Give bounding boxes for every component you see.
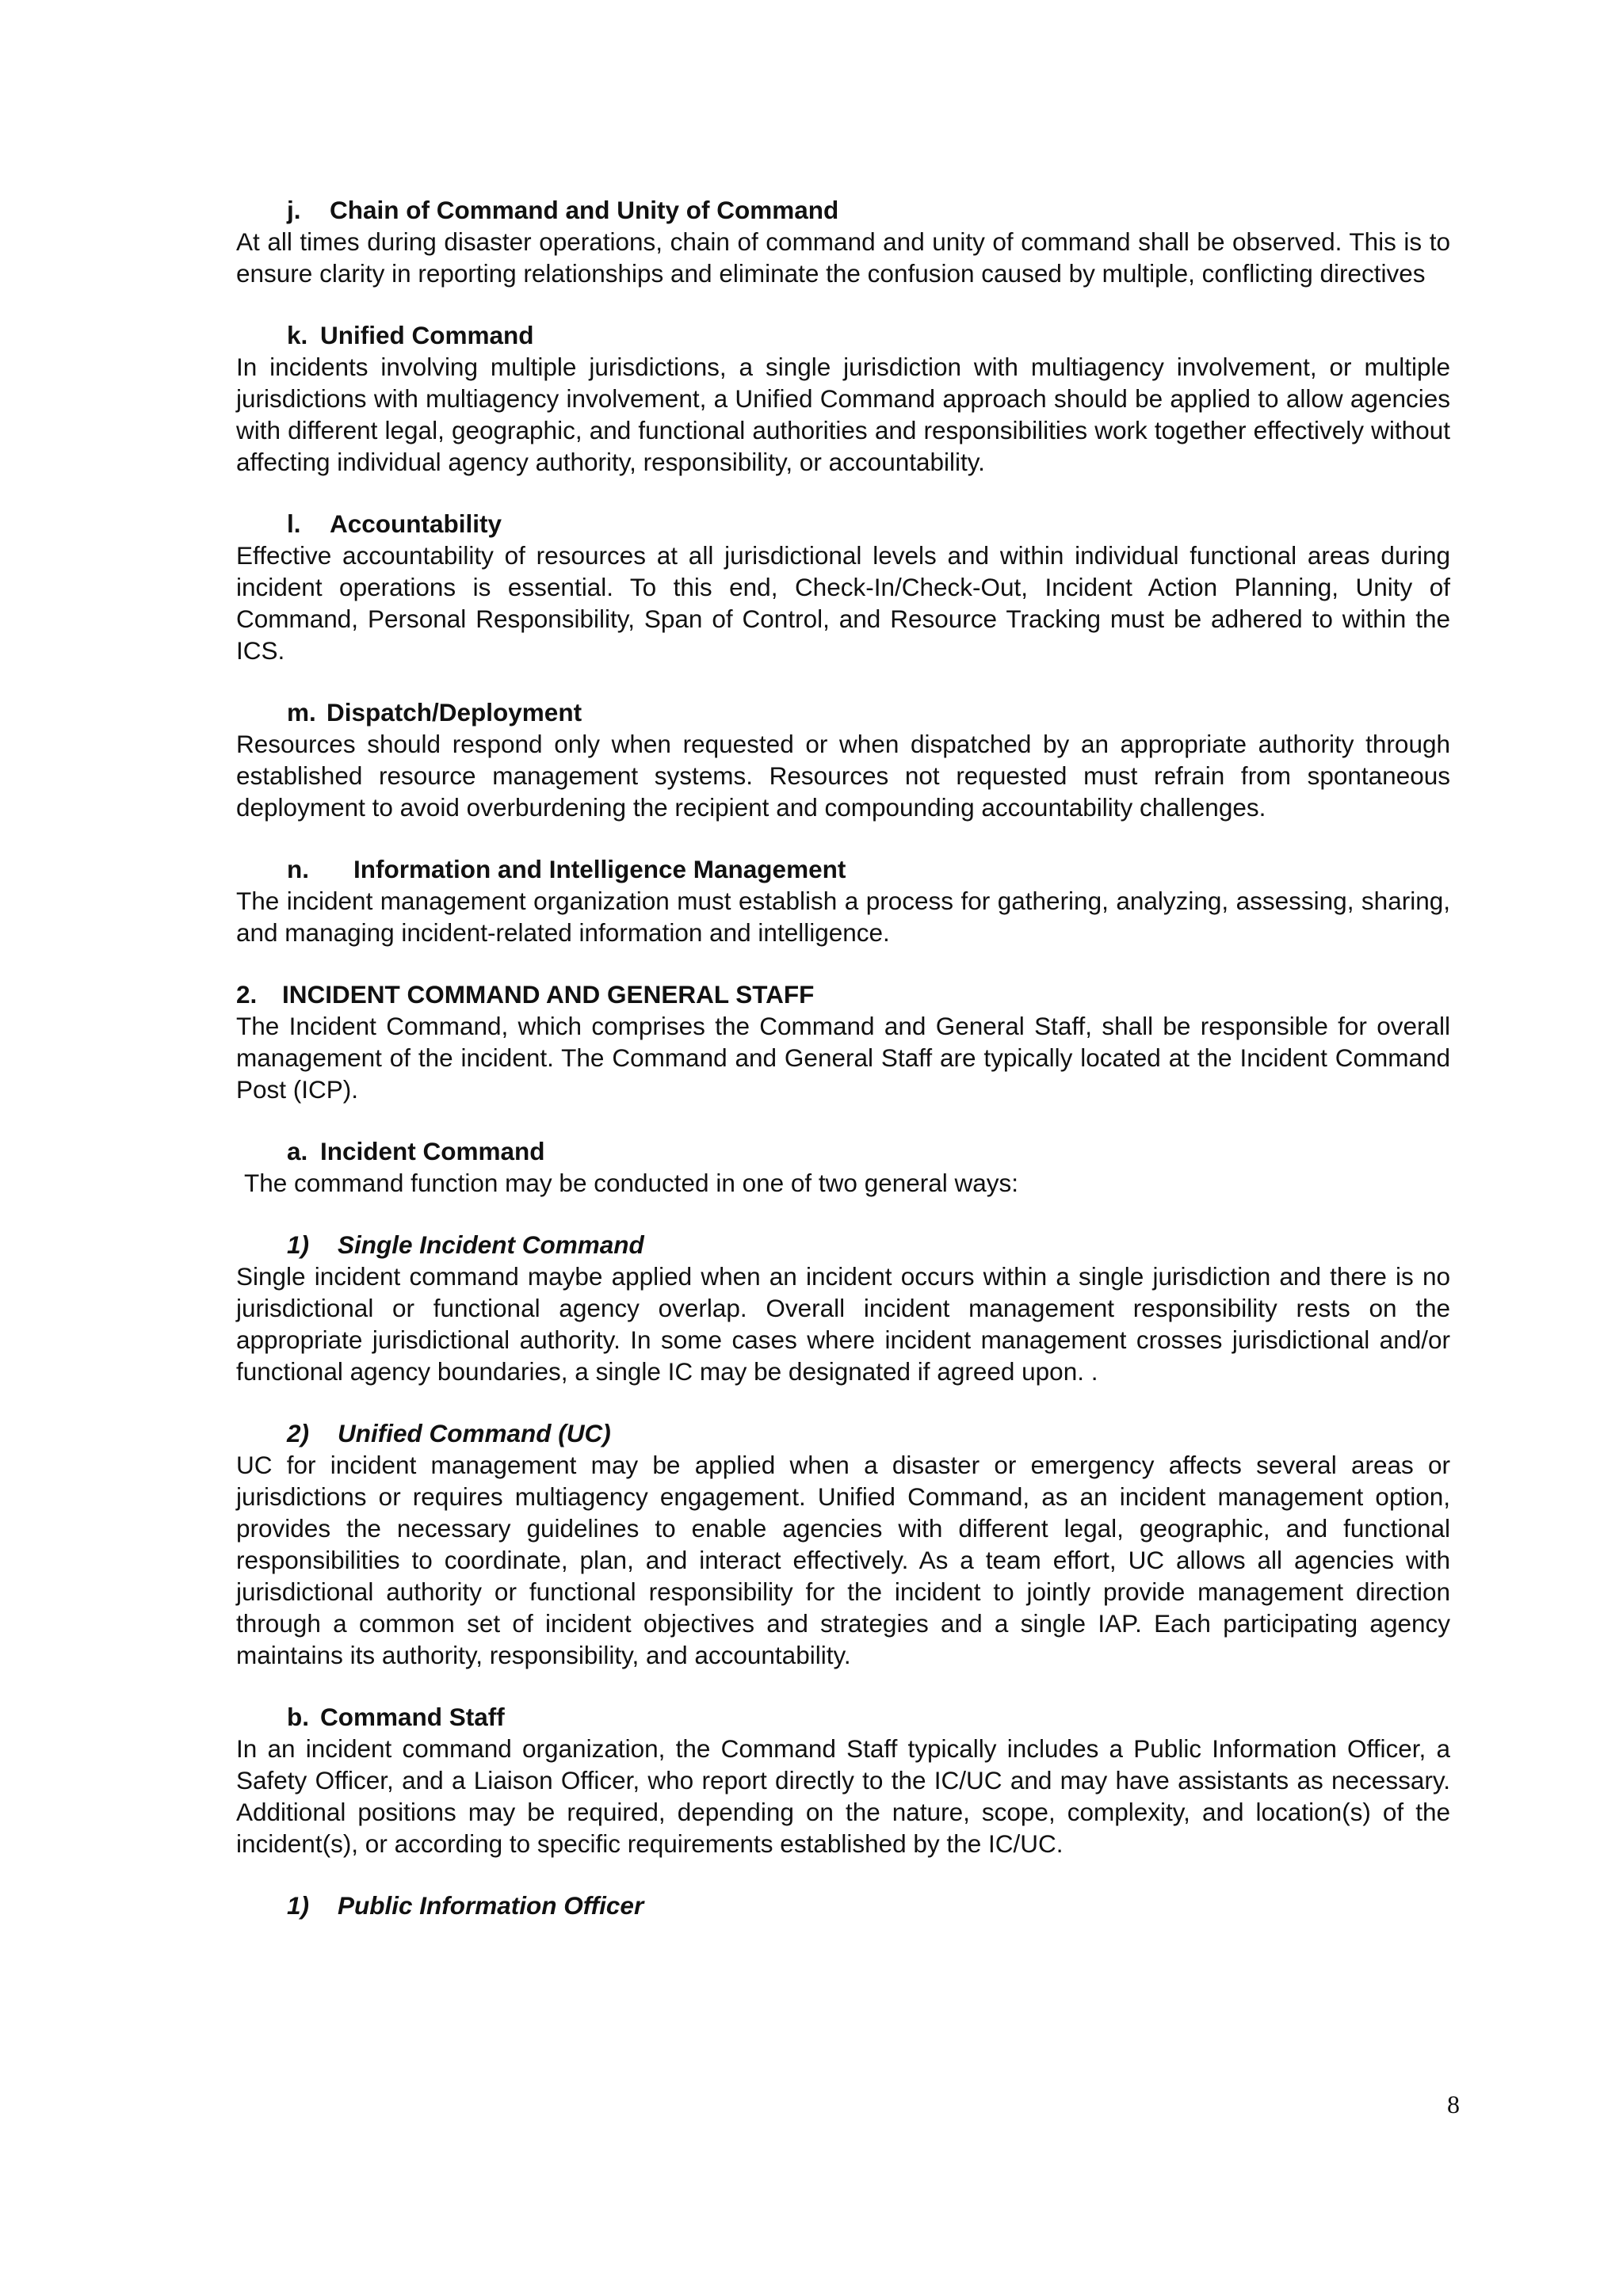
section-body: UC for incident management may be applied when a disaster or emergency affects several areas or jurisdictions or requires multiagency engagement. Unified Command, as an incident management option, provides the necessary guidelines to enable agencies with different legal, geographic, and functional responsibilities to coordinate, plan, and interact effectively. As a team effort, UC allows all agencies with jurisdictional authority or functional responsibility for the incident to jointly provide management direction through a common set of incident objectives and strategies and a single IAP. Each participating agency maintains its authority, responsibility, and accountability. — [236, 1451, 1450, 1669]
section-body: The incident management organization must establish a process for gathering, analyzing, assessing, sharing, and managing incident-related information and intelligence. — [236, 887, 1450, 947]
section-marker: 1) — [287, 1891, 310, 1920]
section-title: Public Information Officer — [338, 1891, 644, 1920]
section-marker: k. — [287, 321, 308, 349]
section-unified-command-uc — [236, 1417, 1450, 1671]
section-heading — [236, 319, 1450, 351]
section-title: Chain of Command and Unity of Command — [330, 196, 839, 224]
section-heading — [236, 696, 1450, 728]
section-marker: j. — [287, 196, 301, 224]
section-body: Resources should respond only when requested or when dispatched by an appropriate authority through established resource management systems. Resources not requested must refrain from spontaneous deployment to avoid overburdening the recipient and compounding accountability challenges. — [236, 730, 1450, 822]
section-heading — [236, 1701, 1450, 1733]
section-body: At all times during disaster operations, chain of command and unity of command shall be observed. This is to ensure clarity in reporting relationships and eliminate the confusion caused by multiple, conflicting directives — [236, 227, 1450, 288]
section-title: Incident Command — [320, 1137, 545, 1165]
section-body: In an incident command organization, the Command Staff typically includes a Public Information Officer, a Safety Officer, and a Liaison Officer, who report directly to the IC/UC and may have assistants as necessary. Additional positions may be required, depending on the nature, scope, complexity, and location(s) of the incident(s), or according to specific requirements established by the IC/UC. — [236, 1734, 1450, 1858]
section-title: Unified Command — [320, 321, 534, 349]
section-heading — [236, 1135, 1450, 1167]
section-body: In incidents involving multiple jurisdictions, a single jurisdiction with multiagency involvement, or multiple jurisdictions with multiagency involvement, a Unified Command approach should be applied to allow agencies with different legal, geographic, and functional authorities and responsibilities work together effectively without affecting individual agency authority, responsibility, or accountability. — [236, 353, 1450, 476]
section-title: Information and Intelligence Management — [353, 855, 846, 883]
section-title: INCIDENT COMMAND AND GENERAL STAFF — [282, 980, 815, 1009]
section-single-incident-command — [236, 1229, 1450, 1387]
section-dispatch-deployment — [236, 696, 1450, 823]
section-heading — [236, 1229, 1450, 1261]
section-title: Dispatch/Deployment — [327, 698, 582, 727]
section-accountability — [236, 508, 1450, 666]
section-information-intelligence — [236, 853, 1450, 948]
section-heading — [236, 508, 1450, 540]
section-incident-command-general-staff — [236, 978, 1450, 1105]
section-heading — [236, 1890, 1450, 1921]
section-title: Single Incident Command — [338, 1230, 644, 1259]
section-command-staff — [236, 1701, 1450, 1859]
section-marker: l. — [287, 509, 301, 538]
document-page — [236, 194, 1450, 1921]
section-body: The Incident Command, which comprises the Command and General Staff, shall be responsible for overall management of the incident. The Command and General Staff are typically located at the Incident Command Post (ICP). — [236, 1012, 1450, 1104]
section-body: Effective accountability of resources at all jurisdictional levels and within individual functional areas during incident operations is essential. To this end, Check-In/Check-Out, Incident Action Planning, Unity of Command, Personal Responsibility, Span of Control, and Resource Tracking must be adhered to within the ICS. — [236, 541, 1450, 665]
section-public-information-officer — [236, 1890, 1450, 1921]
section-unified-command — [236, 319, 1450, 478]
section-marker: 1) — [287, 1230, 310, 1259]
section-marker: b. — [287, 1703, 309, 1731]
section-marker: 2. — [236, 980, 258, 1009]
section-incident-command — [236, 1135, 1450, 1199]
section-heading — [236, 1417, 1450, 1449]
section-title: Unified Command (UC) — [338, 1419, 611, 1447]
page-number: 8 — [1447, 2090, 1460, 2119]
section-chain-of-command — [236, 194, 1450, 289]
section-marker: a. — [287, 1137, 308, 1165]
section-heading — [236, 194, 1450, 226]
section-body: The command function may be conducted in one of two general ways: — [244, 1169, 1019, 1197]
section-marker: 2) — [287, 1419, 310, 1447]
section-body: Single incident command maybe applied when an incident occurs within a single jurisdiction and there is no jurisdictional or functional agency overlap. Overall incident management responsibility rests on the appropriate jurisdictional authority. In some cases where incident management crosses jurisdictional and/or functional agency boundaries, a single IC may be designated if agreed upon. . — [236, 1262, 1450, 1386]
section-title: Accountability — [330, 509, 502, 538]
section-title: Command Staff — [320, 1703, 505, 1731]
section-marker: n. — [287, 855, 309, 883]
section-heading — [236, 978, 1450, 1010]
section-marker: m. — [287, 698, 316, 727]
section-heading — [236, 853, 1450, 885]
